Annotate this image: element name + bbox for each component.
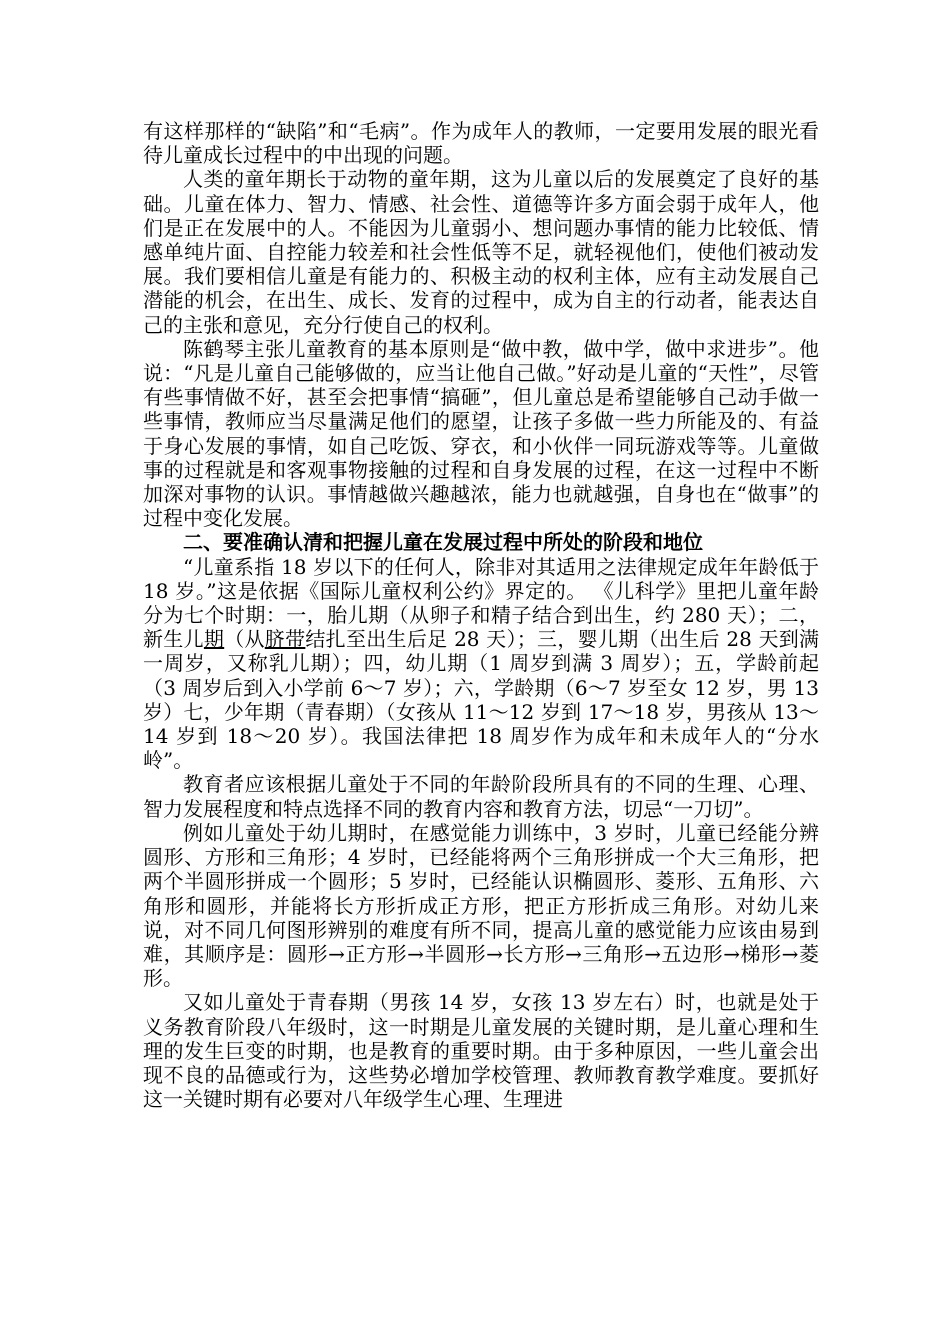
paragraph-adolescence-example: 又如儿童处于青春期（男孩 14 岁，女孩 13 岁左右）时，也就是处于义务教育阶段八年级时，这一时期是儿童发展的关键时期，是儿童心理和生理的发生巨变的时期，也是教育的重要时期。由于多种原因，一些儿童会出现不良的品德或行为，这些势必增加学校管理、教师教育教学难度。要抓好这一关键时期有必要对八年级学生心理、生理进 [143, 990, 819, 1112]
paragraph-learning-by-doing: 陈鹤琴主张儿童教育的基本原则是“做中教，做中学，做中求进步”。他说：“凡是儿童自己能够做的，应当让他自己做。”好动是儿童的“天性”，尽管有些事情做不好，甚至会把事情“搞砸”，但儿童总是希望能够自己动手做一些事情，教师应当尽量满足他们的愿望，让孩子多做一些力所能及的、有益于身心发展的事情，如自己吃饭、穿衣，和小伙伴一同玩游戏等等。儿童做事的过程就是和客观事物接触的过程和自身发展的过程，在这一过程中不断加深对事物的认识。事情越做兴趣越浓，能力也就越强，自身也在“做事”的过程中变化发展。 [143, 336, 819, 531]
paragraph-continuation: 有这样那样的“缺陷”和“毛病”。作为成年人的教师，一定要用发展的眼光看待儿童成长过程中的中出现的问题。 [143, 119, 819, 168]
age-stages-text-part-1: “儿童系指 18 岁以下的任何人，除非对其适用之法律规定成年年龄低于 18 岁。”这是依据《国际儿童权利公约》界定的。 《儿科学》里把儿童年龄分为七个时期：一，胎儿期（从卵子和精子结合到出生，约 280 天）；二，新生儿 [143, 554, 819, 652]
underlined-word-period: 期 [203, 627, 225, 652]
paragraph-age-stages [143, 555, 819, 773]
age-stages-text-part-3: 结扎至出生后足 28 天）；三，婴儿期（出生后 28 天到满一周岁，又称乳儿期）；四，幼儿期（1 周岁到满 3 周岁）；五，学龄前起（3 周岁后到入小学前 6～7 岁）；六，学龄期（6～7 岁至女 12 岁，男 13 岁）七，少年期（青春期）（女孩从 11～12 岁到 17～18 岁，男孩从 13～14 岁到 18～20 岁）。我国法律把 18 周岁作为成年和未成年人的“分水岭”。 [143, 627, 820, 773]
underlined-word-umbilical-cord: 脐带 [264, 627, 306, 652]
paragraph-childhood-development: 人类的童年期长于动物的童年期，这为儿童以后的发展奠定了良好的基础。儿童在体力、智力、情感、社会性、道德等许多方面会弱于成年人，他们是正在发展中的人。不能因为儿童弱小、想问题办事情的能力比较低、情感单纯片面、自控能力较差和社会性低等不足，就轻视他们，使他们被动发展。我们要相信儿童是有能力的、积极主动的权利主体，应有主动发展自己潜能的机会，在出生、成长、发育的过程中，成为自主的行动者，能表达自己的主张和意见，充分行使自己的权利。 [143, 167, 819, 337]
document-body [143, 119, 819, 1111]
section-heading: 二、要准确认清和把握儿童在发展过程中所处的阶段和地位 [183, 530, 703, 555]
paragraph-education-by-age: 教育者应该根据儿童处于不同的年龄阶段所具有的不同的生理、心理、智力发展程度和特点选择不同的教育内容和教育方法，切忌“一刀切”。 [143, 772, 819, 821]
paragraph-toddler-example: 例如儿童处于幼儿期时，在感觉能力训练中，3 岁时，儿童已经能分辨圆形、方形和三角形；4 岁时，已经能将两个三角形拼成一个大三角形，把两个半圆形拼成一个圆形；5 岁时，已经能认识椭圆形、菱形、五角形、六角形和圆形，并能将长方形折成正方形，把正方形折成三角形。对幼儿来说，对不同几何图形辨别的难度有所不同，提高儿童的感觉能力应该由易到难，其顺序是：圆形→正方形→半圆形→长方形→三角形→五边形→梯形→菱形。 [143, 820, 819, 991]
age-stages-text-part-2: （从 [224, 627, 265, 652]
